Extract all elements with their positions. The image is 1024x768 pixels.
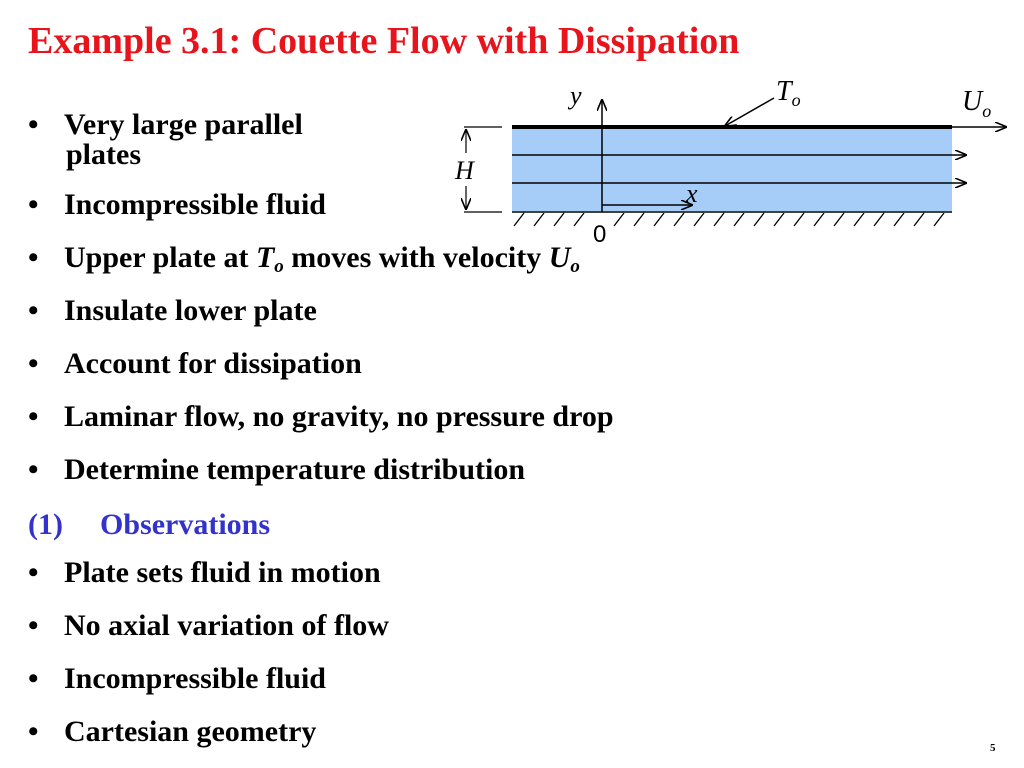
bullet-laminar bbox=[28, 402, 614, 432]
origin-label: 0 bbox=[593, 221, 607, 248]
bullet-incompressible bbox=[28, 190, 326, 220]
bullet-dot: • bbox=[28, 453, 39, 486]
U-subscript: o bbox=[982, 101, 992, 121]
x-axis-label: x bbox=[686, 179, 698, 208]
bullet-dot: • bbox=[28, 715, 39, 748]
temperature-label bbox=[776, 78, 801, 110]
T-symbol: T bbox=[776, 78, 792, 107]
couette-flow-diagram bbox=[440, 78, 1010, 248]
bullet-determine bbox=[28, 455, 525, 485]
bullet-dot: • bbox=[28, 188, 39, 221]
bullet-text: Incompressible fluid bbox=[64, 662, 326, 695]
T-symbol: T bbox=[255, 241, 275, 274]
fluid-region bbox=[512, 128, 952, 211]
observation-item bbox=[28, 717, 316, 747]
bullet-continuation: plates bbox=[66, 138, 141, 171]
observation-item bbox=[28, 611, 389, 641]
velocity-label bbox=[962, 86, 991, 121]
height-label: H bbox=[455, 156, 474, 185]
bullet-insulate bbox=[28, 296, 317, 326]
bullet-large-plates bbox=[28, 110, 303, 140]
U-subscript: o bbox=[570, 256, 580, 277]
bullet-text-cont: moves with velocity bbox=[283, 241, 549, 274]
y-axis-label: y bbox=[570, 81, 582, 110]
slide-title: Example 3.1: Couette Flow with Dissipation bbox=[28, 20, 740, 62]
bullet-text: Cartesian geometry bbox=[64, 715, 317, 748]
U-symbol: U bbox=[548, 241, 571, 274]
temperature-pointer bbox=[725, 98, 774, 126]
bullet-dot: • bbox=[28, 347, 39, 380]
bullet-dot: • bbox=[28, 241, 39, 274]
observation-item bbox=[28, 664, 326, 694]
bullet-text: Account for dissipation bbox=[64, 347, 362, 380]
bullet-dissipation bbox=[28, 349, 362, 379]
wall-hatching bbox=[514, 213, 944, 226]
observation-item bbox=[28, 558, 381, 588]
bullet-text: Upper plate at bbox=[64, 241, 256, 274]
observations-number: (1) bbox=[28, 508, 63, 541]
bullet-text: Plate sets fluid in motion bbox=[64, 556, 381, 589]
bullet-text: Determine temperature distribution bbox=[64, 453, 526, 486]
bullet-text: Insulate lower plate bbox=[64, 294, 317, 327]
U-symbol: U bbox=[962, 86, 983, 117]
bullet-text: No axial variation of flow bbox=[64, 609, 389, 642]
bullet-text: Incompressible fluid bbox=[64, 188, 326, 221]
T-subscript: o bbox=[274, 256, 284, 277]
bullet-dot: • bbox=[28, 556, 39, 589]
observations-title: Observations bbox=[100, 508, 271, 541]
T-subscript: o bbox=[791, 90, 801, 110]
page-number: 5 bbox=[990, 742, 996, 754]
bullet-dot: • bbox=[28, 294, 39, 327]
bullet-text: Very large parallel bbox=[64, 108, 303, 141]
bullet-dot: • bbox=[28, 108, 39, 141]
bullet-dot: • bbox=[28, 609, 39, 642]
bullet-dot: • bbox=[28, 662, 39, 695]
observations-heading bbox=[28, 510, 270, 540]
bullet-text: Laminar flow, no gravity, no pressure drop bbox=[64, 400, 614, 433]
bullet-dot: • bbox=[28, 400, 39, 433]
